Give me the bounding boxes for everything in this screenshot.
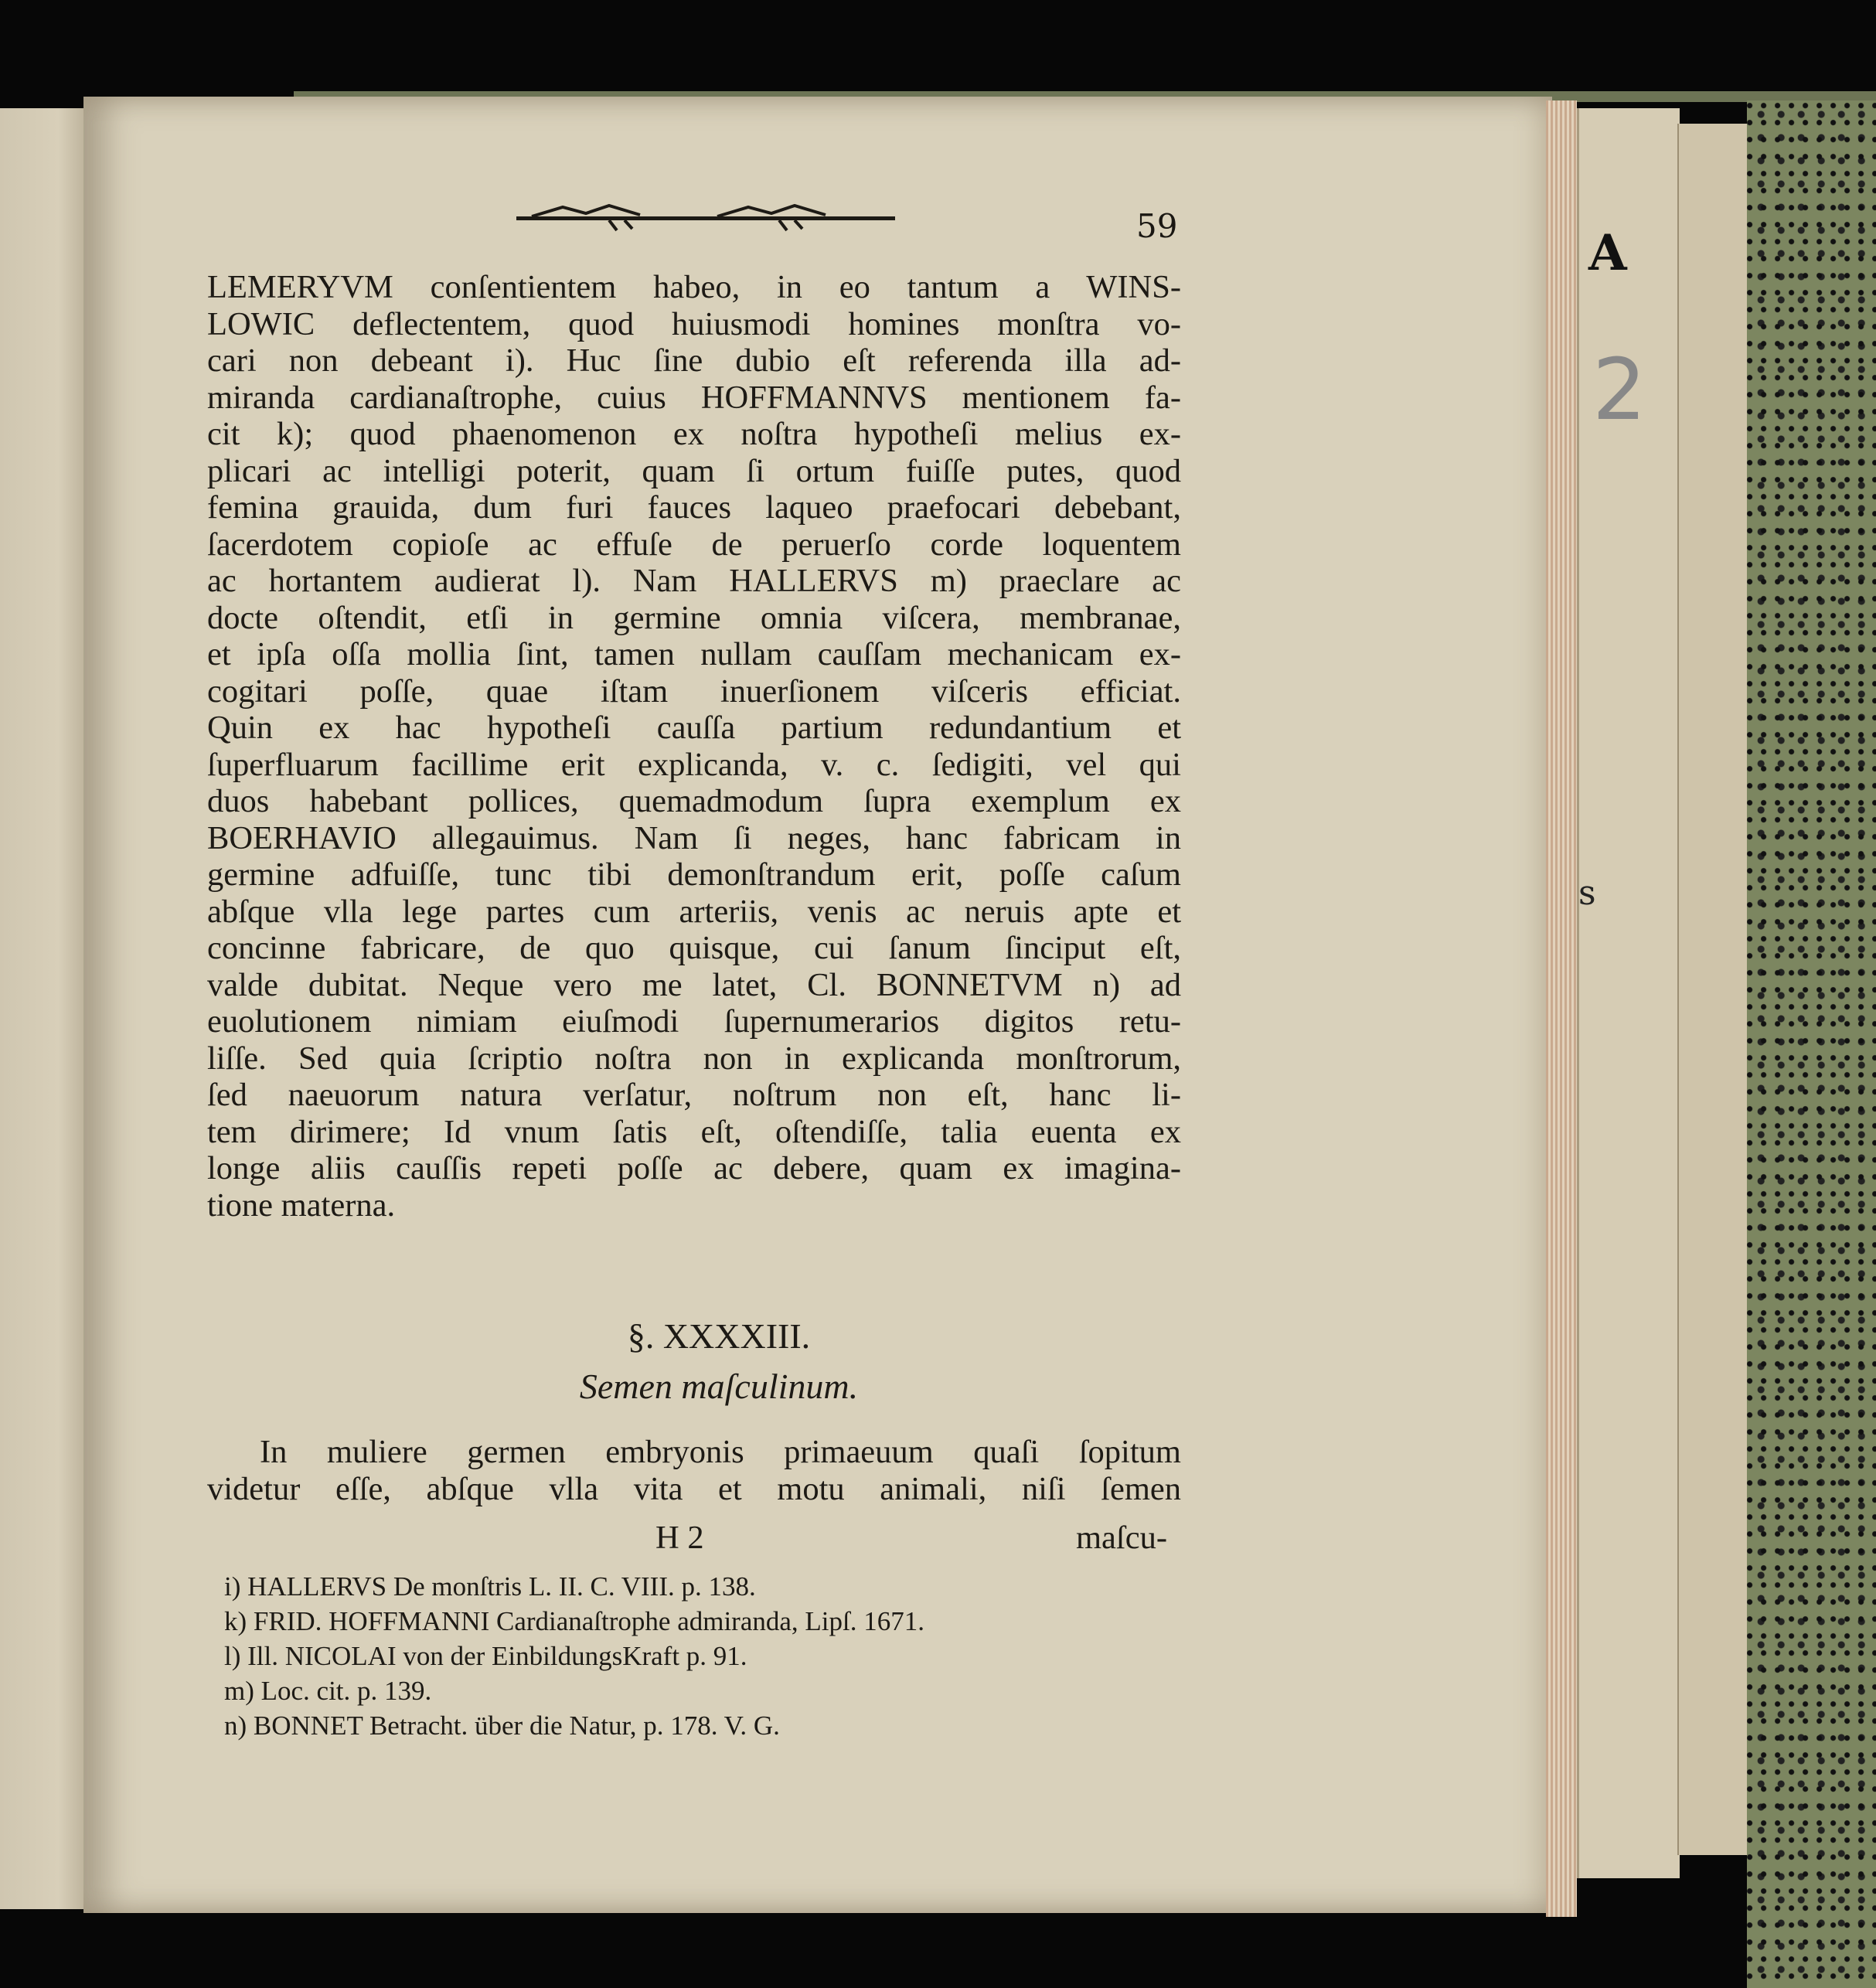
footnote-l: l) Ill. NICOLAI von der EinbildungsKraft p. 91. <box>224 1641 747 1671</box>
footnote-m: m) Loc. cit. p. 139. <box>224 1676 432 1706</box>
text-line: ac hortantem audierat l). Nam HALLERVS m) praeclare ac <box>207 563 1181 599</box>
tab-pencil-mark: 2 <box>1592 340 1646 439</box>
text-line: ſacerdotem copioſe ac effuſe de peruerſo corde loquentem <box>207 526 1181 563</box>
text-line: germine adfuiſſe, tunc tibi demonſtrandum erit, poſſe caſum <box>207 856 1181 893</box>
left-page-edge <box>0 108 83 1909</box>
page-number: 59 <box>1136 207 1178 245</box>
marbled-cover <box>1747 100 1876 1988</box>
back-leaf-inner <box>1677 124 1748 1855</box>
text-line: liſſe. Sed quia ſcriptio noſtra non in explicanda monſtrorum, <box>207 1040 1181 1077</box>
text-line: In muliere germen embryonis primaeuum quaſi ſopitum <box>260 1434 1181 1470</box>
catchword: maſcu- <box>1076 1520 1167 1556</box>
text-line: tione materna. <box>207 1186 396 1224</box>
footnotes <box>224 1569 1152 1743</box>
signature-row <box>207 1519 1181 1557</box>
text-line: tem dirimere; Id vnum ſatis eſt, oſtendiſſe, talia euenta ex <box>207 1113 1181 1150</box>
text-line: cit k); quod phaenomenon ex noſtra hypotheſi melius ex- <box>207 416 1181 452</box>
text-line: ſed naeuorum natura verſatur, noſtrum non eſt, hanc li- <box>207 1077 1181 1113</box>
text-line: euolutionem nimiam eiuſmodi ſupernumerarios digitos retu- <box>207 1003 1181 1040</box>
text-line: cogitari poſſe, quae iſtam inuerſionem viſceris efficiat. <box>207 672 1181 710</box>
text-line: abſque vlla lege partes cum arteriis, venis ac neruis apte et <box>207 893 1181 930</box>
ornamental-headpiece <box>516 203 895 233</box>
text-line: docte oſtendit, etſi in germine omnia viſcera, membranae, <box>207 599 1181 636</box>
footnote-k: k) FRID. HOFFMANNI Cardianaſtrophe admiranda, Lipſ. 1671. <box>224 1606 924 1636</box>
tab-letter: A <box>1588 224 1627 282</box>
text-line: BOERHAVIO allegauimus. Nam ſi neges, hanc fabricam in <box>207 819 1181 856</box>
footnote-i: i) HALLERVS De monſtris L. II. C. VIII. p. 138. <box>224 1571 756 1602</box>
tab-letter-s: s <box>1578 873 1596 913</box>
signature-mark: H 2 <box>655 1520 704 1556</box>
text-line: Quin ex hac hypotheſi cauſſa partium redundantium et <box>207 710 1181 746</box>
page-edges <box>1546 100 1577 1917</box>
section-title: Semen maſculinum. <box>579 1367 859 1406</box>
section-number: §. XXXXIII. <box>627 1316 811 1356</box>
text-line: valde dubitat. Neque vero me latet, Cl. BONNETVM n) ad <box>207 966 1181 1003</box>
text-line: femina grauida, dum furi fauces laqueo praefocari debebant, <box>207 489 1181 526</box>
text-line: ſuperfluarum facillime erit explicanda, v. c. ſedigiti, vel qui <box>207 746 1181 783</box>
text-line: cari non debeant i). Huc ſine dubio eſt referenda illa ad- <box>207 342 1181 379</box>
text-line: LOWIC deflectentem, quod huiusmodi homines monſtra vo- <box>207 305 1181 342</box>
text-line: LEMERYVM conſentientem habeo, in eo tantum a WINS- <box>207 269 1181 305</box>
text-line: et ipſa oſſa mollia ſint, tamen nullam cauſſam mechanicam ex- <box>207 636 1181 672</box>
text-line: plicari ac intelligi poterit, quam ſi ortum fuiſſe putes, quod <box>207 452 1181 489</box>
text-line: miranda cardianaſtrophe, cuius HOFFMANNVS mentionem fa- <box>207 379 1181 416</box>
footnote-n: n) BONNET Betracht. über die Natur, p. 178. V. G. <box>224 1711 780 1741</box>
second-paragraph <box>207 1434 1181 1507</box>
text-line: concinne fabricare, de quo quisque, cui ſanum ſinciput eſt, <box>207 930 1181 966</box>
text-line: duos habebant pollices, quemadmodum ſupra exemplum ex <box>207 783 1181 819</box>
text-line: videtur eſſe, abſque vlla vita et motu animali, niſi ſemen <box>207 1470 1181 1507</box>
main-paragraph <box>207 269 1181 1224</box>
text-line: longe aliis cauſſis repeti poſſe ac debere, quam ex imagina- <box>207 1150 1181 1186</box>
